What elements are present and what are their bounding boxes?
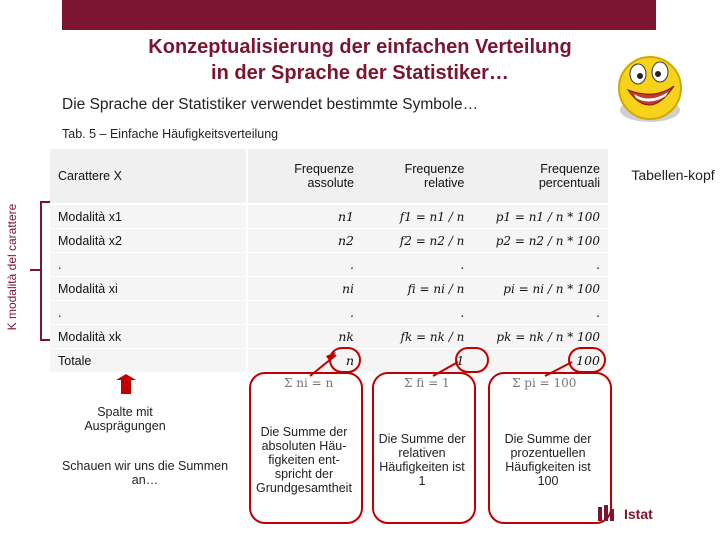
cell-rel: f2 = n2 / n xyxy=(362,229,472,253)
header-abs: Frequenze assolute xyxy=(247,149,362,204)
note-sum-pct: Die Summe der prozentuellen Häufigkeiten ist 100 xyxy=(504,432,592,488)
cell-pct: p2 = n2 / n * 100 xyxy=(472,229,608,253)
cell-pct: pi = ni / n * 100 xyxy=(472,277,608,301)
tabellenkopf-note: Tabellen-kopf xyxy=(631,167,715,183)
note-sum-rel: Die Summe der relativen Häufigkeiten ist 1 xyxy=(378,432,466,488)
total-pct: 100 xyxy=(472,349,608,373)
cell-rel: f1 = n1 / n xyxy=(362,204,472,228)
side-label: K modalità del carattere xyxy=(5,203,19,331)
cell-pct: p1 = n1 / n * 100 xyxy=(472,204,608,228)
sum-rel-formula: Σ fi = 1 xyxy=(404,376,450,390)
istat-logo-icon xyxy=(598,505,620,523)
row-label-total: Totale xyxy=(50,349,247,373)
cell-abs: . xyxy=(247,301,362,325)
total-abs: n xyxy=(247,349,362,373)
page-title-line1: Konzeptualisierung der einfachen Verteilung xyxy=(148,36,572,58)
note-spalte: Spalte mit Ausprägungen xyxy=(84,405,166,433)
cell-abs: ni xyxy=(247,277,362,301)
note-sum-abs: Die Summe der absoluten Häu-figkeiten ent-spricht der Grundgesamtheit xyxy=(256,425,352,495)
page-title-line2: in der Sprache der Statistiker… xyxy=(211,62,509,84)
cell-abs: nk xyxy=(247,325,362,349)
sum-pct-formula: Σ pi = 100 xyxy=(512,376,577,390)
table-caption: Tab. 5 – Einfache Häufigkeitsverteilung xyxy=(62,127,279,141)
cell-abs: . xyxy=(247,253,362,277)
cell-rel: fk = nk / n xyxy=(362,325,472,349)
row-label: Modalità xi xyxy=(50,277,247,301)
total-rel: 1 xyxy=(362,349,472,373)
sum-abs-formula: Σ ni = n xyxy=(284,376,334,390)
row-label: . xyxy=(50,301,247,325)
cell-rel: . xyxy=(362,253,472,277)
row-label: . xyxy=(50,253,247,277)
cell-pct: . xyxy=(472,253,608,277)
header-carattere: Carattere X xyxy=(50,149,247,204)
note-schauen: Schauen wir uns die Summen an… xyxy=(61,459,229,487)
row-label: Modalità x1 xyxy=(50,204,247,228)
cell-abs: n1 xyxy=(247,204,362,228)
header-pct: Frequenze percentuali xyxy=(472,149,608,204)
istat-logo-text: Istat xyxy=(624,506,653,522)
subtitle: Die Sprache der Statistiker verwendet bestimmte Symbole… xyxy=(62,96,479,113)
cell-rel: fi = ni / n xyxy=(362,277,472,301)
row-label: Modalità x2 xyxy=(50,229,247,253)
cell-rel: . xyxy=(362,301,472,325)
cell-abs: n2 xyxy=(247,229,362,253)
header-rel: Frequenze relative xyxy=(362,149,472,204)
cell-pct: pk = nk / n * 100 xyxy=(472,325,608,349)
row-label: Modalità xk xyxy=(50,325,247,349)
cell-pct: . xyxy=(472,301,608,325)
